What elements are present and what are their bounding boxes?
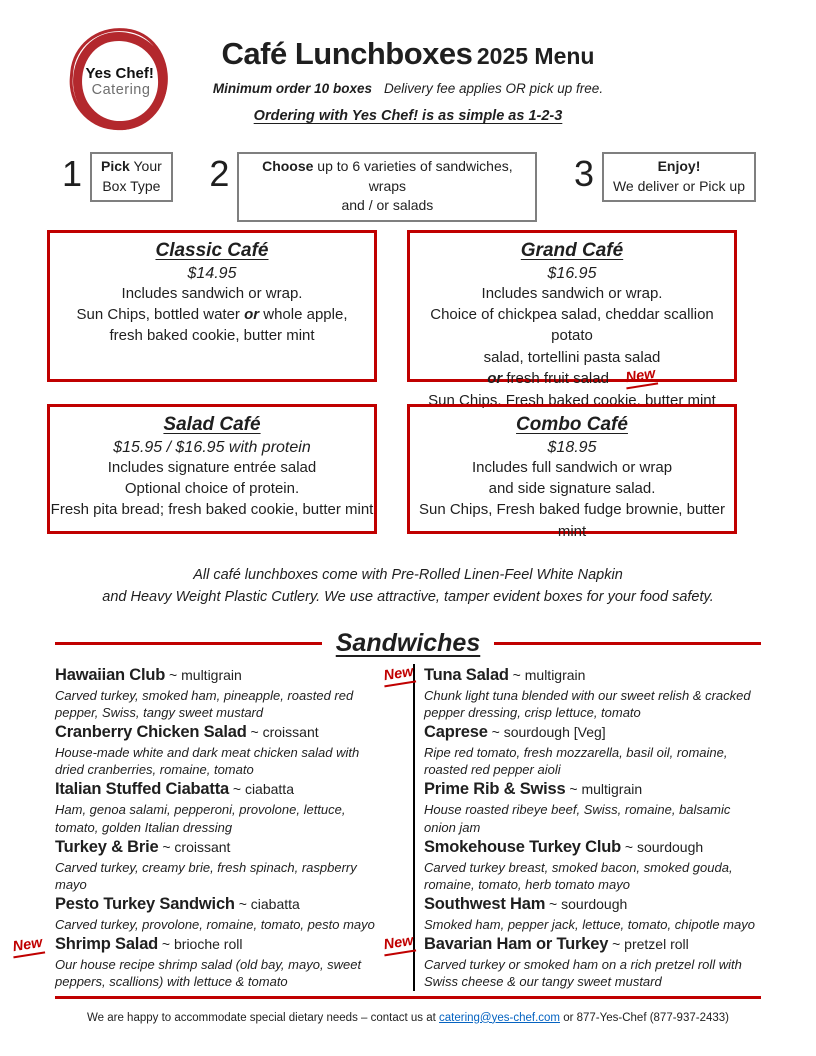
sandwich-description: Carved turkey or smoked ham on a rich pretzel roll with Swiss cheese & our tangy sweet mustard [424, 957, 742, 990]
sandwich-name-line [55, 779, 391, 801]
new-badge: New [382, 664, 416, 687]
sandwich-description: Carved turkey, creamy brie, fresh spinach, raspberry mayo [55, 859, 357, 892]
sandwich-columns [11, 663, 761, 991]
sandwich-bread: ~ multigrain [565, 781, 643, 798]
footer-text-post: or 877-Yes-Chef (877-937-2433) [560, 1011, 729, 1024]
sandwich-name: Southwest Ham [424, 895, 546, 914]
sandwich-bread: ~ ciabatta [228, 781, 294, 798]
sandwich-item [382, 663, 761, 721]
sandwich-name: Tuna Salad [424, 665, 509, 684]
ordering-steps [62, 152, 756, 222]
logo-line2: Catering [91, 81, 150, 98]
sandwich-description: Carved turkey, smoked ham, pineapple, roasted red pepper, Swiss, tangy sweet mustard [55, 687, 354, 720]
box-description-line: Sun Chips, Fresh baked fudge brownie, butter mint [418, 501, 725, 540]
step-lead: Choose [262, 158, 314, 174]
box-description-line: Includes full sandwich or wrap [471, 458, 673, 476]
note-line1: All café lunchboxes come with Pre-Rolled Linen-Feel White Napkin [193, 566, 623, 583]
step-line2: and / or salads [341, 197, 434, 214]
box-price: $15.95 / $16.95 with protein [113, 438, 311, 456]
menu-box-grand-cafe [407, 230, 737, 409]
box-description-line: Sun Chips, bottled water or whole apple, [76, 306, 348, 324]
sandwich-description: Ripe red tomato, fresh mozzarella, basil oil, romaine, roasted red pepper aioli [424, 744, 728, 778]
sandwich-description: Carved turkey breast, smoked bacon, smoked gouda, romaine, tomato, herb tomato mayo [424, 859, 733, 892]
sandwich-name: Smokehouse Turkey Club [424, 837, 622, 856]
step-number: 2 [209, 153, 230, 194]
step-line2: Box Type [102, 177, 161, 194]
menu-box-salad-cafe [47, 404, 377, 534]
sandwich-description: House-made white and dark meat chicken salad with dried cranberries, romaine, tomato [55, 744, 360, 778]
delivery-note: Delivery fee applies OR pick up free. [383, 81, 604, 96]
step-number: 1 [62, 153, 83, 194]
sandwich-item [55, 837, 391, 893]
step-line1: Pick Your [101, 158, 162, 174]
sandwich-name: Cranberry Chicken Salad [55, 723, 247, 742]
step-line2: We deliver or Pick up [612, 177, 745, 194]
title-suffix: 2025 Menu [476, 43, 595, 69]
box-title: Salad Café [163, 413, 261, 435]
sandwich-item [424, 894, 761, 933]
sandwich-name: Pesto Turkey Sandwich [55, 895, 235, 914]
header [0, 0, 816, 148]
new-badge: New [11, 936, 45, 959]
new-badge: New [624, 367, 658, 390]
inclusions-note [0, 564, 816, 609]
step-2 [209, 152, 537, 222]
sandwich-description: Ham, genoa salami, pepperoni, provolone, lettuce, tomato, golden Italian dressing [55, 802, 346, 835]
sandwich-description: Our house recipe shrimp salad (old bay, mayo, sweet peppers, scallions) with lettuce & tomato [55, 957, 362, 990]
sandwich-bread: ~ multigrain [508, 666, 586, 683]
box-type-options [47, 230, 769, 540]
sandwich-description: House roasted ribeye beef, Swiss, romaine, balsamic onion jam [424, 802, 731, 835]
sandwich-name-line [424, 837, 761, 859]
footer-rule [55, 996, 761, 999]
heading-rule-right [494, 642, 761, 645]
sandwich-name-line [424, 665, 761, 687]
sandwich-name: Hawaiian Club [55, 665, 166, 684]
box-price: $14.95 [187, 264, 237, 282]
sandwich-bread: ~ pretzel roll [608, 936, 689, 953]
sandwich-name-line [55, 722, 391, 744]
box-description-line: Optional choice of protein. [124, 480, 300, 498]
or-emphasis: or [487, 369, 503, 387]
sandwich-description: Chunk light tuna blended with our sweet relish & cracked pepper dressing, crisp lettuce, tomato [424, 687, 751, 720]
step-box [90, 152, 173, 202]
step-lead: Pick [101, 158, 130, 174]
sandwich-bread: ~ croissant [158, 838, 231, 855]
or-emphasis: or [244, 306, 260, 324]
minimum-order-bold: Minimum order 10 boxes [212, 81, 372, 96]
sandwich-column-right [382, 663, 761, 991]
menu-box-classic-cafe [47, 230, 377, 382]
box-title: Grand Café [520, 239, 624, 261]
box-price: $16.95 [547, 264, 597, 282]
ordering-tagline: Ordering with Yes Chef! is as simple as 1-2-3 [253, 108, 563, 124]
sandwich-bread: ~ sourdough [545, 896, 628, 913]
sandwich-item [55, 722, 391, 778]
sandwich-bread: ~ ciabatta [234, 896, 300, 913]
box-description-line: Includes sandwich or wrap. [121, 284, 303, 302]
title-main: Café Lunchboxes [221, 36, 473, 71]
sandwich-item [55, 779, 391, 835]
box-title: Combo Café [516, 413, 628, 435]
heading-rule-left [55, 642, 322, 645]
sandwich-bread: ~ brioche roll [158, 936, 243, 953]
menu-box-combo-cafe [407, 404, 737, 540]
sandwich-column-left [11, 664, 391, 991]
new-badge: New [382, 934, 416, 957]
sandwich-description: Carved turkey, provolone, romaine, tomato, pesto mayo [55, 916, 375, 932]
box-description-line: fresh baked cookie, butter mint [109, 327, 315, 345]
box-description-line: or fresh fruit salad New [410, 368, 734, 390]
sandwich-item [55, 894, 391, 933]
sandwich-description: Smoked ham, pepper jack, lettuce, tomato, chipotle mayo [424, 916, 755, 932]
sandwich-name-line [424, 779, 761, 801]
sandwich-bread: ~ sourdough [Veg] [487, 724, 606, 741]
sandwich-name-line [424, 934, 761, 956]
box-description-line: salad, tortellini pasta salad [483, 348, 661, 366]
sandwich-name-line [55, 934, 391, 956]
sandwich-item [424, 722, 761, 778]
sandwich-item [424, 779, 761, 835]
box-title: Classic Café [155, 239, 269, 261]
sandwich-name-line [55, 837, 391, 859]
step-box [237, 152, 537, 222]
logo-line1: Yes Chef! [85, 64, 154, 82]
sandwich-name: Italian Stuffed Ciabatta [55, 780, 229, 799]
step-1 [62, 152, 173, 202]
step-box [602, 152, 756, 202]
sandwich-name: Caprese [424, 723, 488, 742]
box-description-line: Fresh pita bread; fresh baked cookie, butter mint [50, 501, 374, 519]
sandwich-item [55, 665, 391, 721]
box-description-line: Includes signature entrée salad [107, 458, 317, 476]
sandwiches-heading [55, 629, 761, 658]
step-number: 3 [573, 153, 594, 194]
sandwich-name-line [424, 722, 761, 744]
sandwich-bread: ~ sourdough [621, 838, 704, 855]
sandwich-name-line [55, 665, 391, 687]
sandwich-name: Turkey & Brie [55, 837, 159, 856]
step-lead: Enjoy! [657, 158, 701, 174]
step-3 [574, 152, 756, 202]
step-line1 [613, 157, 745, 177]
sandwich-name: Bavarian Ham or Turkey [424, 935, 609, 954]
sandwich-bread: ~ croissant [246, 724, 319, 741]
box-price: $18.95 [547, 438, 597, 456]
footer-contact [0, 1012, 816, 1024]
sandwiches-title: Sandwiches [335, 628, 481, 657]
sandwich-item [11, 934, 391, 990]
yes-chef-logo [66, 30, 174, 142]
sandwich-name: Prime Rib & Swiss [424, 780, 566, 799]
logo-brush-circle-icon [70, 29, 171, 133]
sandwich-item [382, 933, 761, 990]
box-description-line: Choice of chickpea salad, cheddar scallion potato [430, 306, 714, 345]
sandwich-bread: ~ multigrain [165, 666, 242, 683]
email-link[interactable]: catering@yes-chef.com [439, 1011, 560, 1024]
step-line1: Choose up to 6 varieties of sandwiches, wraps [262, 158, 513, 194]
sandwich-name-line [55, 894, 391, 916]
footer-text-pre: We are happy to accommodate special dietary needs – contact us at [87, 1011, 440, 1024]
box-description-line: and side signature salad. [488, 480, 656, 498]
note-line2: and Heavy Weight Plastic Cutlery. We use attractive, tamper evident boxes for your food safety. [102, 589, 714, 606]
box-description-line: Includes sandwich or wrap. [481, 284, 663, 302]
sandwich-name: Shrimp Salad [55, 935, 159, 954]
sandwich-name-line [424, 894, 761, 916]
box-description-line: Sun Chips, Fresh baked cookie, butter mint [428, 391, 716, 409]
sandwich-item [424, 837, 761, 893]
